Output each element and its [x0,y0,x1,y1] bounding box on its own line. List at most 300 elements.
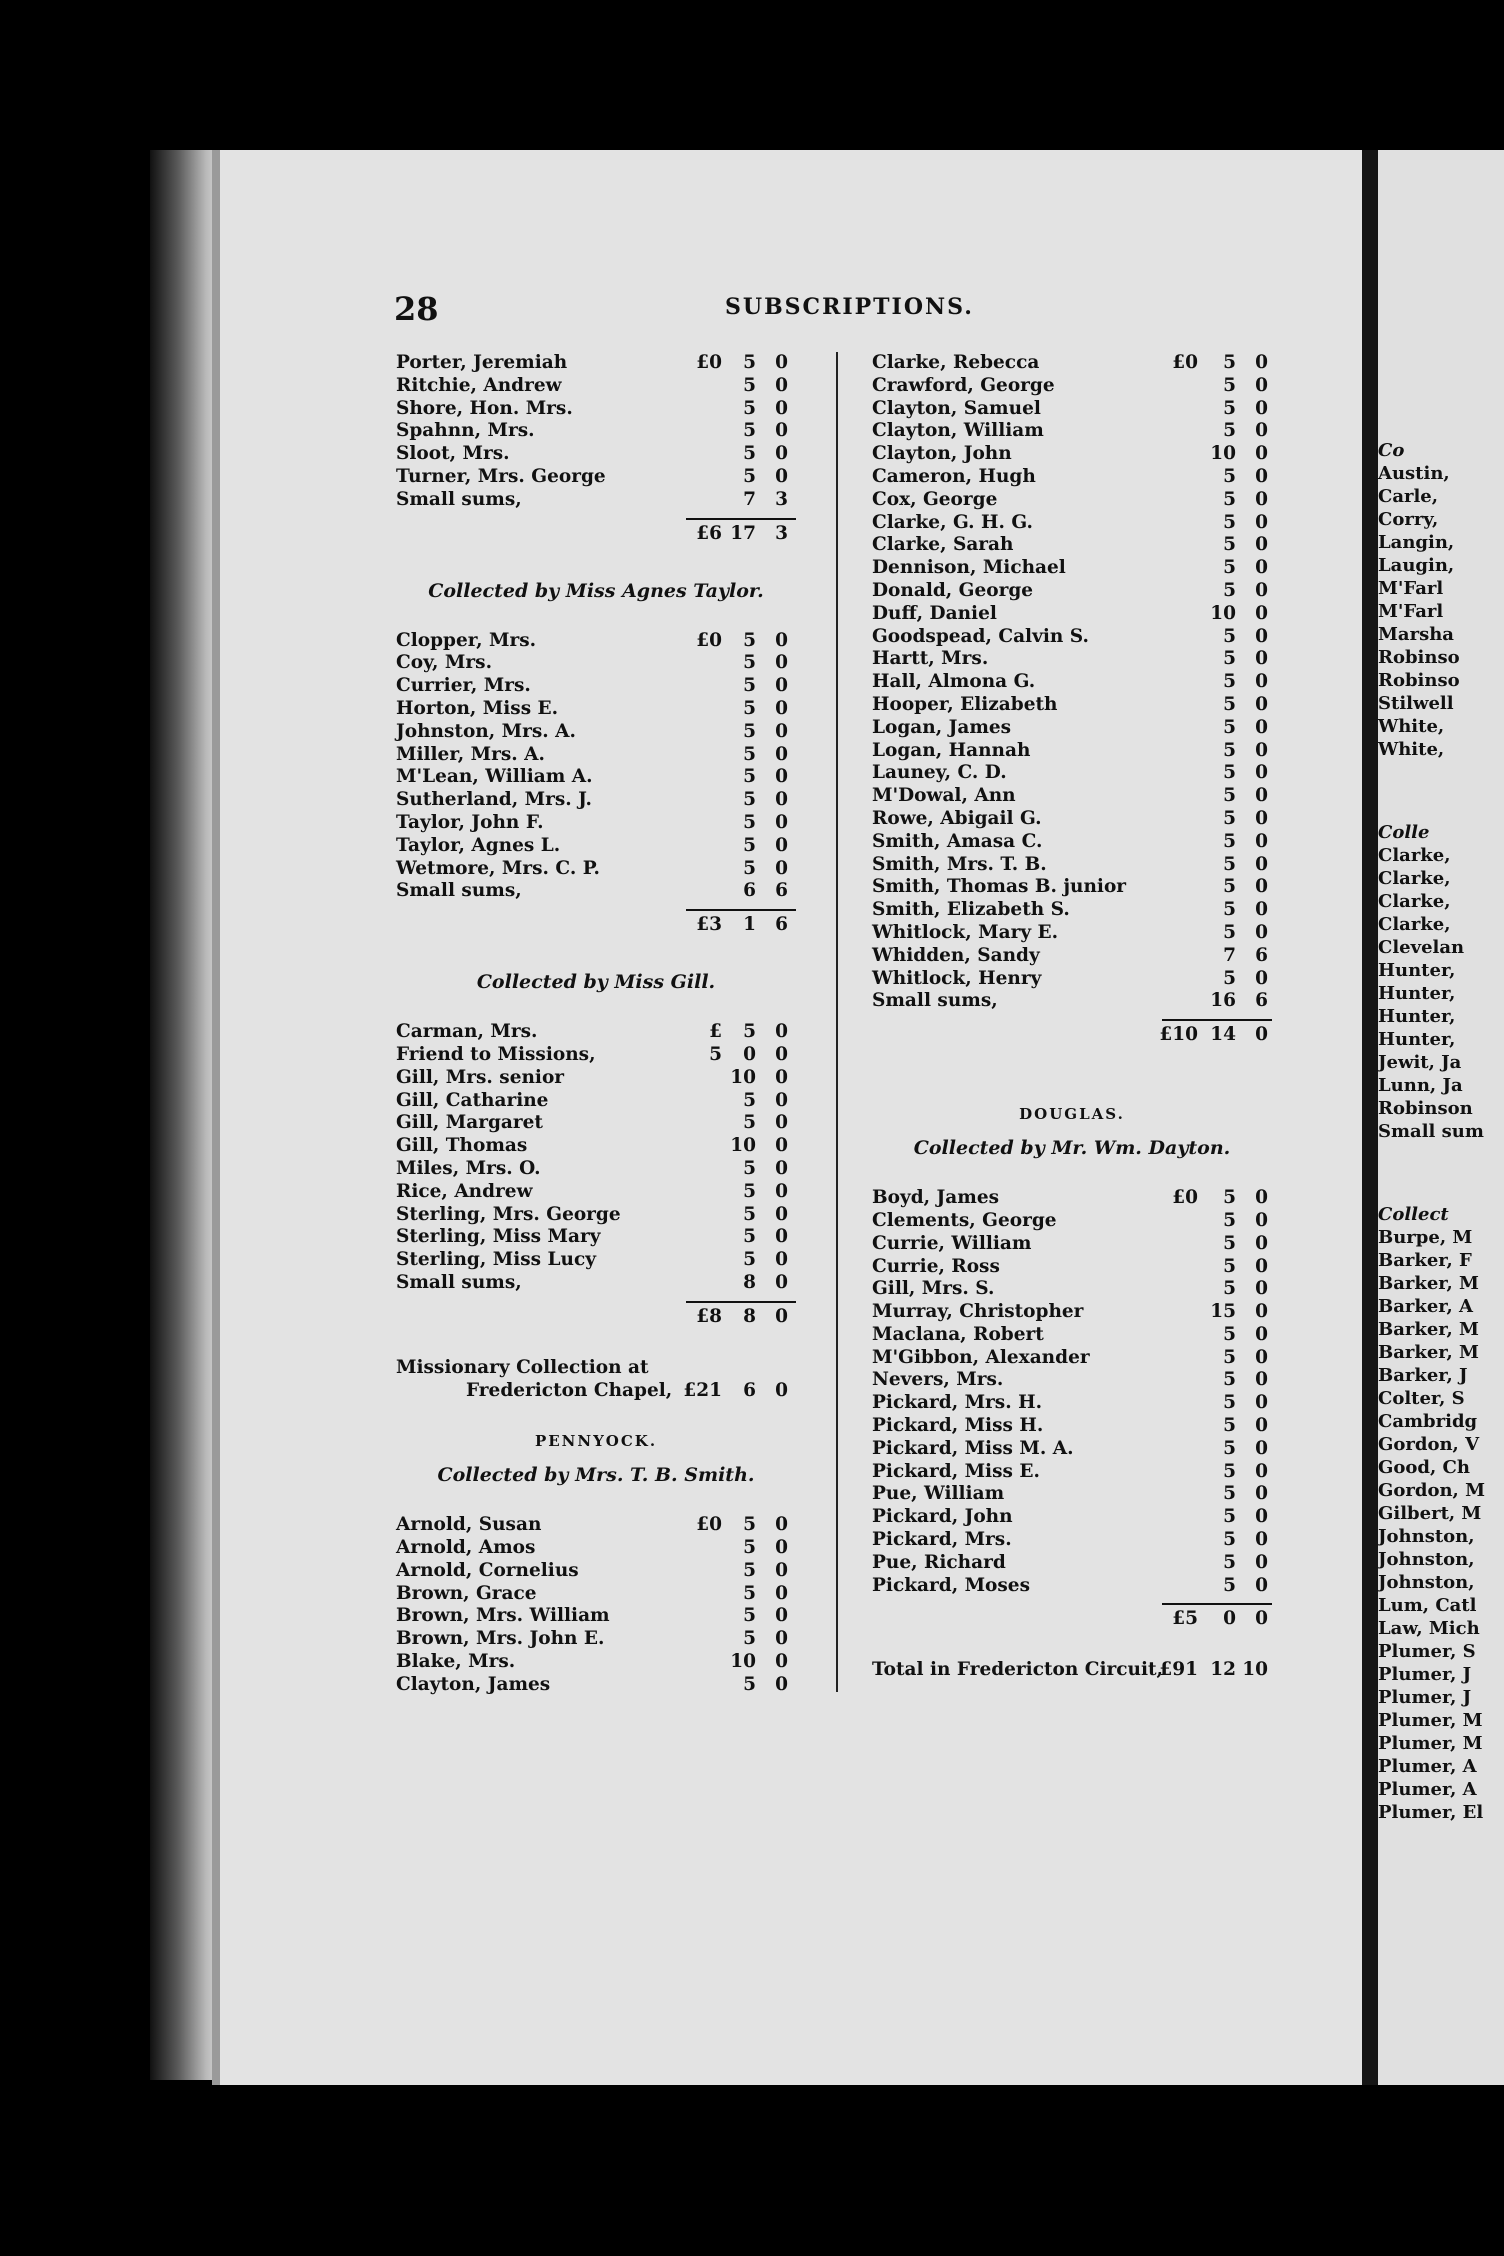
spacer [396,999,796,1021]
spacer [396,608,796,630]
amount-pence: 0 [1255,1346,1268,1368]
ledger-row [872,922,1272,945]
subscriber-name: Friend to Missions, [396,1043,596,1065]
amount-shillings: 5 [1223,352,1236,373]
subscriber-name: Total in Fredericton Circuit, [872,1659,1163,1681]
amount-shillings: 5 [1223,1346,1236,1368]
facing-page-fragment: Gordon, M [1378,1480,1485,1501]
ledger-row [396,1158,796,1181]
ledger-row [396,1583,796,1606]
facing-page-fragment: Clarke, [1378,891,1451,912]
facing-page-fragment: Clevelan [1378,937,1465,958]
facing-page-fragment: Barker, M [1378,1342,1479,1363]
amount-shillings: 5 [743,1628,756,1650]
amount-pence: 0 [1255,557,1268,579]
amount-pounds: £0 [696,352,722,373]
facing-page-fragment: Clarke, [1378,845,1451,866]
ledger-row [396,766,796,789]
subscriber-name: M'Dowal, Ann [872,785,1016,807]
facing-page-fragment: Small sum [1378,1121,1484,1142]
amount-pence: 0 [775,1605,788,1627]
amount-pence: 0 [775,834,788,856]
amount-shillings: 5 [743,766,756,788]
amount-pence: 0 [1255,1574,1268,1596]
facing-page-fragment: Lunn, Ja [1378,1075,1463,1096]
ledger-row [872,1233,1272,1256]
amount-shillings: 5 [743,697,756,719]
amount-pence: 0 [1255,853,1268,875]
ledger-row [872,1278,1272,1301]
facing-page-fragment: Barker, M [1378,1273,1479,1294]
ledger-row [396,1204,796,1227]
ledger-row [872,1415,1272,1438]
ledger-row [872,352,1272,375]
subscriber-name: Clayton, Samuel [872,397,1041,419]
amount-shillings: 5 [1223,625,1236,647]
subscriber-name: Carman, Mrs. [396,1021,538,1043]
facing-page-fragment: Plumer, M [1378,1733,1483,1754]
amount-pence: 0 [775,1203,788,1225]
subscriber-name: Smith, Amasa C. [872,830,1043,852]
amount-pence: 0 [775,1135,788,1157]
amount-pence: 0 [775,629,788,651]
subscriber-name: Whitlock, Henry [872,967,1042,989]
facing-page-fragment: Hunter, [1378,983,1456,1004]
total-pounds: £6 [696,522,722,544]
facing-page-fragment: Jewit, Ja [1378,1052,1462,1073]
facing-page-fragment: Gilbert, M [1378,1503,1482,1524]
subscriber-name: M'Lean, William A. [396,766,593,788]
subscriber-name: Clarke, Rebecca [872,352,1040,373]
ledger-row [872,466,1272,489]
subscriber-name: Small sums, [396,880,522,902]
ledger-row [872,489,1272,512]
total-pence: 0 [775,1305,788,1327]
total-pounds: £10 [1159,1024,1198,1046]
left-column [396,352,796,1697]
amount-pence: 0 [775,1379,788,1401]
ledger-row [872,785,1272,808]
amount-pence: 0 [775,1066,788,1088]
amount-pence: 0 [775,743,788,765]
amount-shillings: 10 [730,1066,756,1088]
ledger-row [396,1605,796,1628]
subscriber-name: Taylor, John F. [396,811,544,833]
amount-pence: 0 [1255,1392,1268,1414]
amount-pence: 0 [775,1537,788,1559]
amount-pence: 0 [1255,1278,1268,1300]
amount-pounds: £0 [696,1514,722,1536]
subscriber-name: Blake, Mrs. [396,1651,516,1673]
amount-pence: 0 [775,1249,788,1271]
subscriber-name: Logan, James [872,716,1012,738]
facing-page-fragment: Collect [1378,1204,1449,1225]
ledger-row [872,1575,1272,1598]
amount-shillings: 5 [1223,1437,1236,1459]
facing-page-fragment: Gordon, V [1378,1434,1480,1455]
amount-shillings: 5 [743,465,756,487]
total-row [872,1597,1272,1637]
amount-shillings: 5 [1223,1415,1236,1437]
total-shillings: 1 [743,914,756,936]
subscriber-name: Johnston, Mrs. A. [396,720,576,742]
ledger-row [872,762,1272,785]
amount-shillings: 5 [743,420,756,442]
amount-shillings: 5 [1223,1506,1236,1528]
facing-page-fragment: M'Farl [1378,578,1444,599]
amount-shillings: 6 [743,880,756,902]
subscriber-name: Pickard, John [872,1506,1013,1528]
amount-pence: 6 [1255,944,1268,966]
ledger-row [872,1461,1272,1484]
amount-pence: 0 [775,811,788,833]
amount-shillings: 5 [1223,420,1236,442]
subscriber-name: Rice, Andrew [396,1180,533,1202]
amount-shillings: 12 [1210,1659,1236,1681]
subscriber-name: Arnold, Cornelius [396,1559,579,1581]
facing-page-fragment: Johnston, [1378,1526,1475,1547]
amount-pence: 0 [775,1651,788,1673]
amount-shillings: 5 [743,1582,756,1604]
subscriber-name: Pue, Richard [872,1551,1006,1573]
amount-shillings: 5 [1223,762,1236,784]
amount-shillings: 5 [1223,1529,1236,1551]
subscriber-name: Boyd, James [872,1187,1000,1209]
amount-pence: 0 [1255,921,1268,943]
amount-shillings: 0 [743,1043,756,1065]
amount-shillings: 5 [1223,488,1236,510]
amount-shillings: 5 [1223,1209,1236,1231]
subscriber-name: Logan, Hannah [872,739,1031,761]
amount-pounds: 5 [709,1043,722,1065]
ledger-row [872,512,1272,535]
subscriber-name: Crawford, George [872,374,1055,396]
ledger-row [396,789,796,812]
amount-shillings: 5 [1223,671,1236,693]
subscriber-name: Miller, Mrs. A. [396,743,545,765]
amount-shillings: 5 [743,1157,756,1179]
amount-pence: 0 [775,652,788,674]
subscriber-name: Smith, Thomas B. junior [872,876,1127,898]
ledger-row [396,398,796,421]
ledger-row [872,534,1272,557]
amount-pence: 0 [1255,967,1268,989]
amount-pence: 0 [1255,899,1268,921]
amount-pence: 0 [775,1628,788,1650]
amount-pence: 0 [1255,625,1268,647]
subscriber-name: Gill, Thomas [396,1135,528,1157]
subscriber-name: Launey, C. D. [872,762,1007,784]
amount-shillings: 5 [743,374,756,396]
amount-shillings: 5 [1223,899,1236,921]
amount-shillings: 5 [1223,785,1236,807]
subscriber-name: Spahnn, Mrs. [396,420,535,442]
subscriber-name: Currie, William [872,1232,1032,1254]
amount-shillings: 5 [743,1089,756,1111]
ledger-row [872,1187,1272,1210]
collector-heading: Collected by Mr. Wm. Dayton. [913,1137,1231,1160]
subscriber-name: Cox, George [872,488,998,510]
section-heading: DOUGLAS. [1019,1105,1125,1124]
amount-shillings: 5 [1223,374,1236,396]
facing-page-fragment: Corry, [1378,509,1439,530]
amount-pence: 0 [1255,352,1268,373]
ledger-row [872,1369,1272,1392]
ledger-row [396,880,796,903]
amount-pence: 0 [1255,1255,1268,1277]
ledger-row [396,1272,796,1295]
amount-pence: 0 [775,675,788,697]
amount-shillings: 5 [1223,557,1236,579]
amount-pence: 0 [775,1514,788,1536]
ledger-row [396,489,796,512]
ledger-row [872,717,1272,740]
subscriber-name: Sutherland, Mrs. J. [396,789,592,811]
amount-pence: 0 [1255,465,1268,487]
facing-page-fragment: Plumer, M [1378,1710,1483,1731]
amount-shillings: 5 [743,1226,756,1248]
subscriber-name: Pickard, Mrs. H. [872,1392,1043,1414]
spacer [872,1637,1272,1659]
amount-pence: 0 [775,857,788,879]
ledger-row [872,899,1272,922]
book-fold-shadow [150,150,220,2080]
ledger-row [872,557,1272,580]
subscriber-name: Horton, Miss E. [396,697,559,719]
facing-page-fragment: Austin, [1378,463,1450,484]
collector-heading: Collected by Miss Gill. [476,971,716,994]
facing-page-fragment: Good, Ch [1378,1457,1470,1478]
ledger-row [396,1249,796,1272]
subscriber-name: Ritchie, Andrew [396,374,562,396]
facing-page-fragment: Cambridg [1378,1411,1478,1432]
amount-shillings: 5 [1223,1483,1236,1505]
spacer [396,1335,796,1357]
amount-shillings: 15 [1210,1301,1236,1323]
facing-page-fragment: Co [1378,440,1405,461]
subscriber-name: Gill, Mrs. S. [872,1278,995,1300]
column-divider [836,352,838,1692]
facing-page-fragment: Colle [1378,822,1430,843]
facing-page-fragment: M'Farl [1378,601,1444,622]
amount-pence: 0 [1255,1506,1268,1528]
ledger-row [872,854,1272,877]
facing-page-fragment: Robinso [1378,670,1460,691]
amount-pence: 0 [775,1226,788,1248]
amount-shillings: 5 [743,629,756,651]
ledger-row [396,652,796,675]
facing-page-fragment: Plumer, A [1378,1756,1477,1777]
ledger-row [396,443,796,466]
facing-page-fragment: Plumer, El [1378,1802,1484,1823]
ledger-row [872,945,1272,968]
amount-shillings: 5 [743,1559,756,1581]
subscriber-name: Porter, Jeremiah [396,352,568,373]
subscriber-name: Turner, Mrs. George [396,465,606,487]
spacer [872,1165,1272,1187]
ledger-row [396,1044,796,1067]
ledger-row [396,1560,796,1583]
amount-shillings: 5 [743,443,756,465]
subscriber-name: Gill, Catharine [396,1089,549,1111]
section-heading: PENNYOCK. [534,1432,658,1451]
total-pounds: £3 [696,914,722,936]
facing-page-fragment: Barker, A [1378,1296,1473,1317]
subscriber-name: Gill, Mrs. senior [396,1066,565,1088]
amount-pence: 0 [1255,807,1268,829]
amount-pence: 0 [775,1157,788,1179]
amount-shillings: 5 [743,1021,756,1043]
amount-shillings: 5 [1223,511,1236,533]
amount-pence: 0 [775,1673,788,1695]
amount-pence: 0 [1255,534,1268,556]
ledger-row [396,1067,796,1090]
ledger-row [396,1021,796,1044]
amount-shillings: 5 [1223,648,1236,670]
amount-pence: 0 [775,443,788,465]
total-pounds: £5 [1172,1608,1198,1630]
subscriber-name: Sterling, Miss Lucy [396,1249,596,1271]
ledger-row [872,968,1272,991]
subscriber-name: Hartt, Mrs. [872,648,989,670]
facing-page-fragment: Barker, J [1378,1365,1468,1386]
subscriber-name: Taylor, Agnes L. [396,834,561,856]
amount-pence: 0 [1255,602,1268,624]
page-number: 28 [394,290,439,328]
amount-shillings: 5 [743,1180,756,1202]
amount-pence: 0 [775,1089,788,1111]
facing-page-fragment: Plumer, J [1378,1687,1472,1708]
facing-page-fragment: Laugin, [1378,555,1455,576]
amount-shillings: 5 [743,1605,756,1627]
amount-pounds: £0 [696,629,722,651]
subscriber-name: Brown, Mrs. John E. [396,1628,605,1650]
total-row [396,1295,796,1335]
subscriber-name: Fredericton Chapel, [466,1379,673,1401]
subscriber-name: Missionary Collection at [396,1356,649,1378]
amount-shillings: 7 [743,488,756,510]
amount-pence: 0 [1255,1551,1268,1573]
amount-pence: 0 [1255,739,1268,761]
amount-pence: 3 [775,488,788,510]
subscriber-name: Arnold, Amos [396,1537,536,1559]
subscriber-name: Pickard, Moses [872,1574,1030,1596]
total-pence: 0 [1255,1608,1268,1630]
subscriber-name: Arnold, Susan [396,1514,542,1536]
facing-page-fragment: Lum, Catl [1378,1595,1477,1616]
facing-page-fragment: Plumer, J [1378,1664,1472,1685]
ledger-row [396,1651,796,1674]
facing-page-fragment: Johnston, [1378,1572,1475,1593]
subscriber-name: Hooper, Elizabeth [872,693,1058,715]
ledger-row [872,1552,1272,1575]
amount-shillings: 5 [1223,579,1236,601]
subscriber-name: Miles, Mrs. O. [396,1157,541,1179]
amount-pence: 0 [775,1559,788,1581]
amount-pence: 0 [1255,830,1268,852]
spacer [396,1492,796,1514]
ledger-row [396,835,796,858]
ledger-row [872,1483,1272,1506]
subscriber-name: Sloot, Mrs. [396,443,510,465]
subscriber-name: Whitlock, Mary E. [872,921,1059,943]
ledger-row [396,420,796,443]
amount-pence: 0 [1255,374,1268,396]
amount-pounds: £21 [683,1379,722,1401]
amount-shillings: 5 [1223,1278,1236,1300]
facing-page-fragment: Robinson [1378,1098,1473,1119]
facing-page-fragment: Hunter, [1378,1029,1456,1050]
facing-page [1378,150,1504,2085]
ledger-row [396,1090,796,1113]
amount-pence: 0 [775,697,788,719]
amount-shillings: 5 [743,743,756,765]
ledger-row [872,375,1272,398]
amount-shillings: 5 [1223,1323,1236,1345]
amount-pence: 0 [1255,1187,1268,1209]
ledger-row [872,1529,1272,1552]
amount-pence: 0 [1255,1529,1268,1551]
amount-shillings: 5 [743,811,756,833]
amount-pence: 0 [775,1043,788,1065]
amount-shillings: 5 [743,675,756,697]
ledger-row [396,744,796,767]
subscriber-name: Nevers, Mrs. [872,1369,1004,1391]
amount-pence: 0 [775,1271,788,1293]
amount-shillings: 5 [743,1514,756,1536]
facing-page-fragment: Hunter, [1378,960,1456,981]
running-head: SUBSCRIPTIONS. [725,294,974,320]
amount-pence: 0 [1255,1437,1268,1459]
amount-pence: 10 [1242,1659,1268,1681]
ledger-row [872,580,1272,603]
ledger-row [872,1324,1272,1347]
facing-page-fragment: Burpe, M [1378,1227,1473,1248]
amount-shillings: 5 [743,834,756,856]
subscriber-name: Wetmore, Mrs. C. P. [396,857,600,879]
amount-pence: 0 [775,1582,788,1604]
amount-shillings: 7 [1223,944,1236,966]
amount-shillings: 5 [1223,967,1236,989]
amount-pence: 0 [775,397,788,419]
facing-page-fragment: Plumer, S [1378,1641,1476,1662]
total-shillings: 17 [730,522,756,544]
facing-page-fragment: Langin, [1378,532,1455,553]
amount-pounds: £91 [1159,1659,1198,1681]
spacer [396,943,796,965]
subscriber-name: Sterling, Miss Mary [396,1226,601,1248]
subscriber-name: Pue, William [872,1483,1005,1505]
amount-shillings: 5 [1223,534,1236,556]
subscriber-name: M'Gibbon, Alexander [872,1346,1090,1368]
amount-shillings: 5 [1223,1232,1236,1254]
amount-pence: 0 [775,1021,788,1043]
subscriber-name: Gill, Margaret [396,1112,543,1134]
facing-page-fragment: Hunter, [1378,1006,1456,1027]
page-gutter [1362,150,1378,2085]
subscriber-name: Shore, Hon. Mrs. [396,397,573,419]
amount-pence: 0 [1255,511,1268,533]
amount-shillings: 16 [1210,990,1236,1012]
ledger-row [872,694,1272,717]
amount-shillings: 5 [1223,716,1236,738]
amount-shillings: 5 [743,1112,756,1134]
amount-pounds: £0 [1172,1187,1198,1209]
amount-shillings: 5 [743,720,756,742]
subscriber-name: Murray, Christopher [872,1301,1084,1323]
ledger-row [872,1301,1272,1324]
amount-pence: 0 [1255,648,1268,670]
